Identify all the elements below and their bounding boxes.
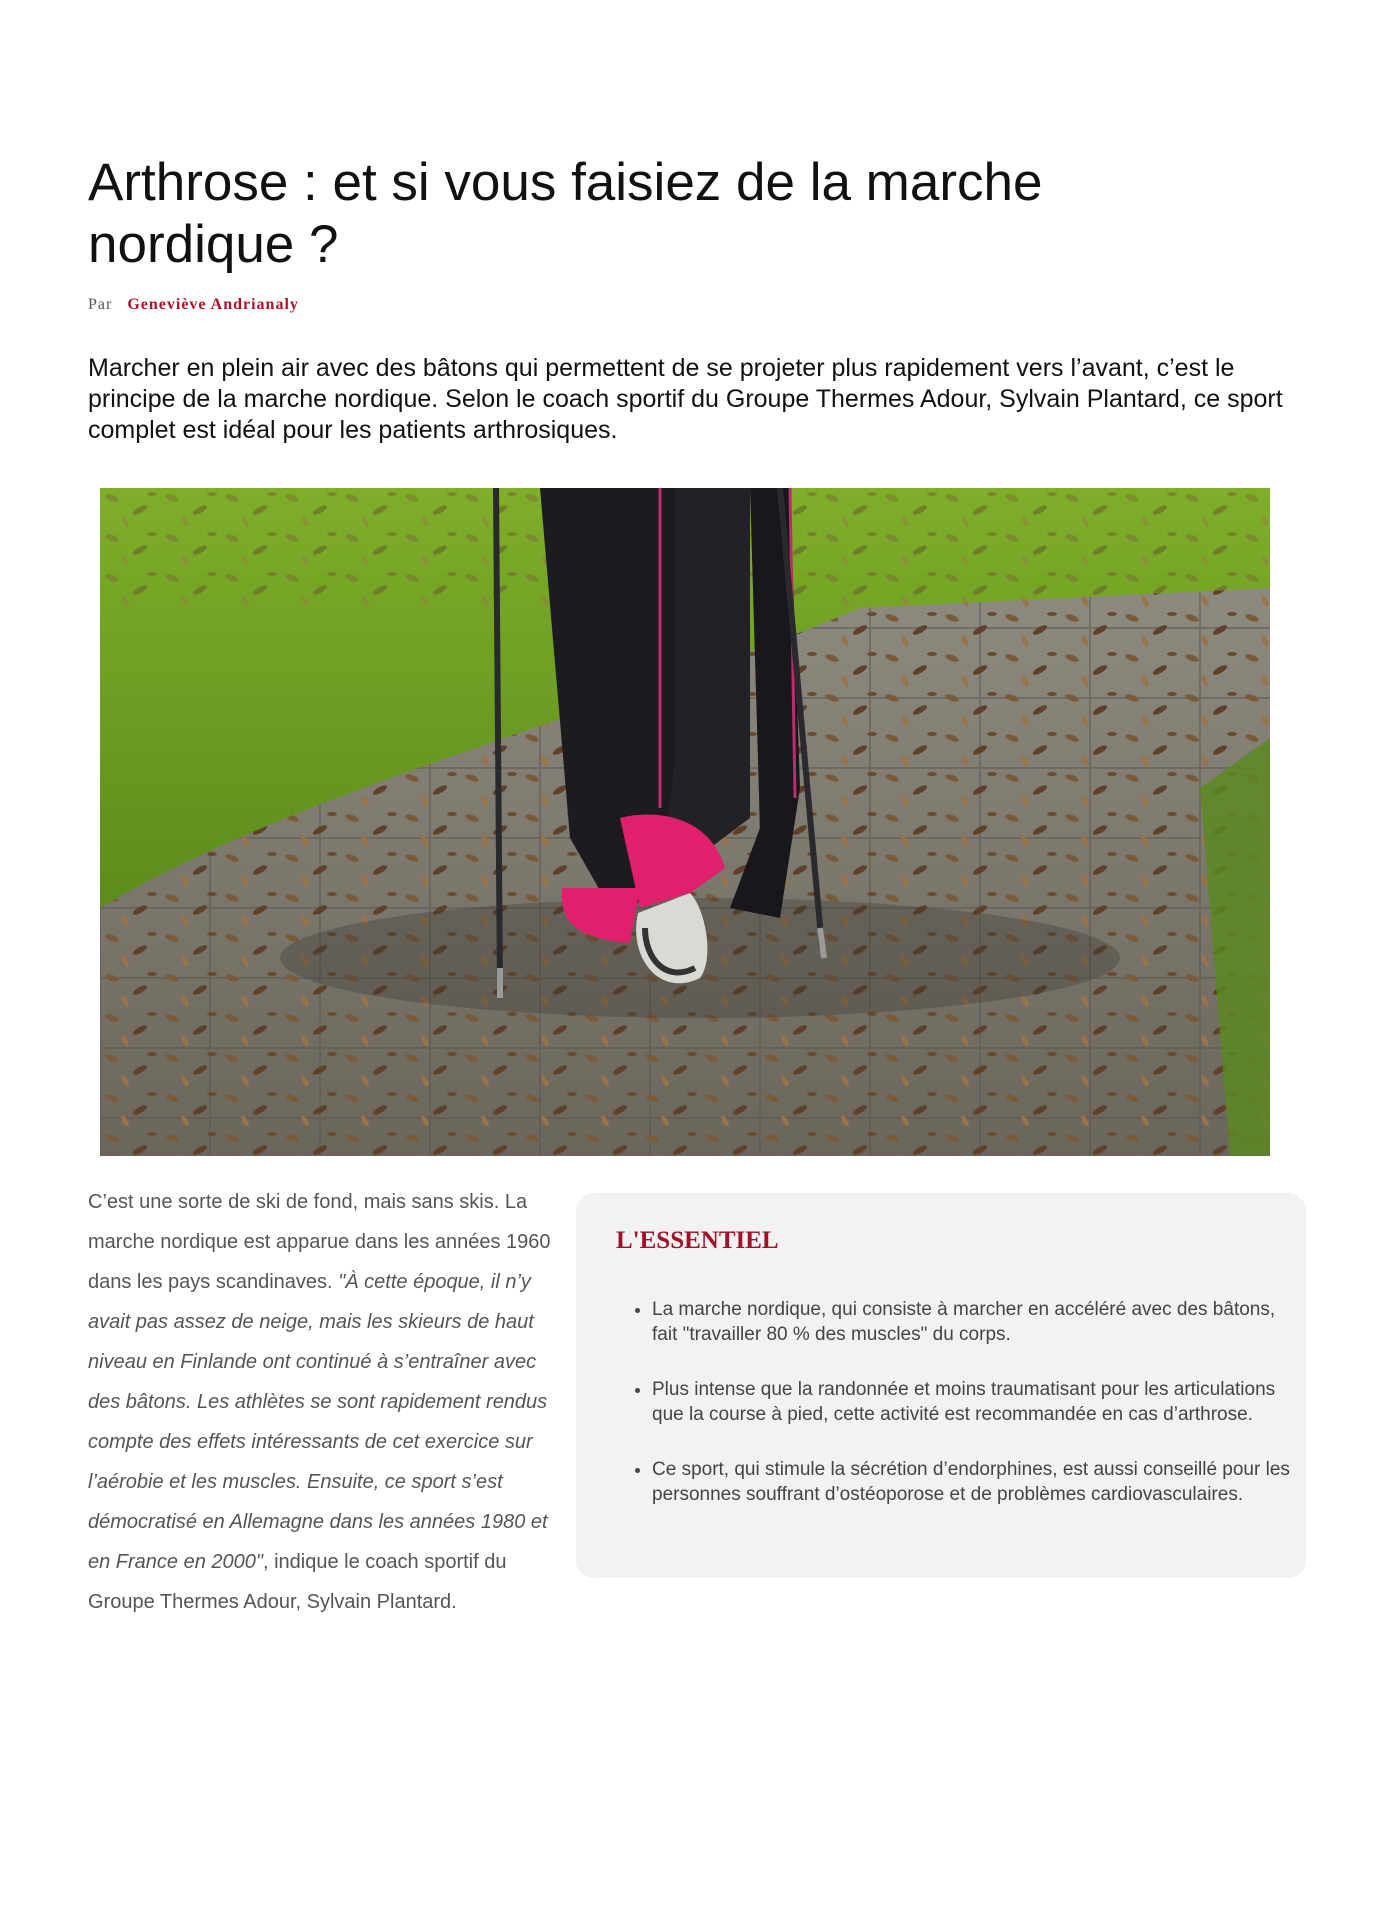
author-link[interactable]: Geneviève Andrianaly [127,296,299,313]
hero-image [100,488,1270,1156]
body-quote: "À cette époque, il n’y avait pas assez de neige, mais les skieurs de haut niveau en Finlande ont continué à s’entraîner avec des bâtons. Les athlètes se sont rapidement rendus compte des effets intéressants de cet exercice sur l’aérobie et les muscles. Ensuite, ce sport s’est démocratisé en Allemagne dans les années 1980 et en France en 2000" [88,1271,548,1573]
essentiel-item: • La marche nordique, qui consiste à marcher en accéléré avec des bâtons, fait "travailler 80 % des muscles" du corps. [652,1297,1292,1347]
body-outro: , indique le coach sportif du Groupe Thermes Adour, Sylvain Plantard. [88,1551,507,1613]
essentiel-item: • Plus intense que la randonnée et moins traumatisant pour les articulations que la course à pied, cette activité est recommandée en cas d’arthrose. [652,1377,1292,1427]
float-spacer [560,1182,1308,1617]
byline [88,296,299,314]
essentiel-item: • Ce sport, qui stimule la sécrétion d’endorphines, est aussi conseillé pour les personnes souffrant d’ostéoporose et de problèmes cardiovasculaires. [652,1457,1292,1507]
article-body [88,1182,1308,1622]
article-lede: Marcher en plein air avec des bâtons qui permettent de se projeter plus rapidement vers l’avant, c’est le principe de la marche nordique. Selon le coach sportif du Groupe Thermes Adour, Sylvain Plantard, ce sport complet est idéal pour les patients arthrosiques. [88,354,1283,444]
article-title: Arthrose : et si vous faisiez de la marche nordique ? [88,153,1043,274]
body-intro: C’est une sorte de ski de fond, mais sans skis. La marche nordique est apparue dans les années 1960 dans les pays scandinaves. [88,1191,551,1293]
byline-prefix: Par [88,296,113,313]
essentiel-heading: L'ESSENTIEL [616,1227,779,1254]
